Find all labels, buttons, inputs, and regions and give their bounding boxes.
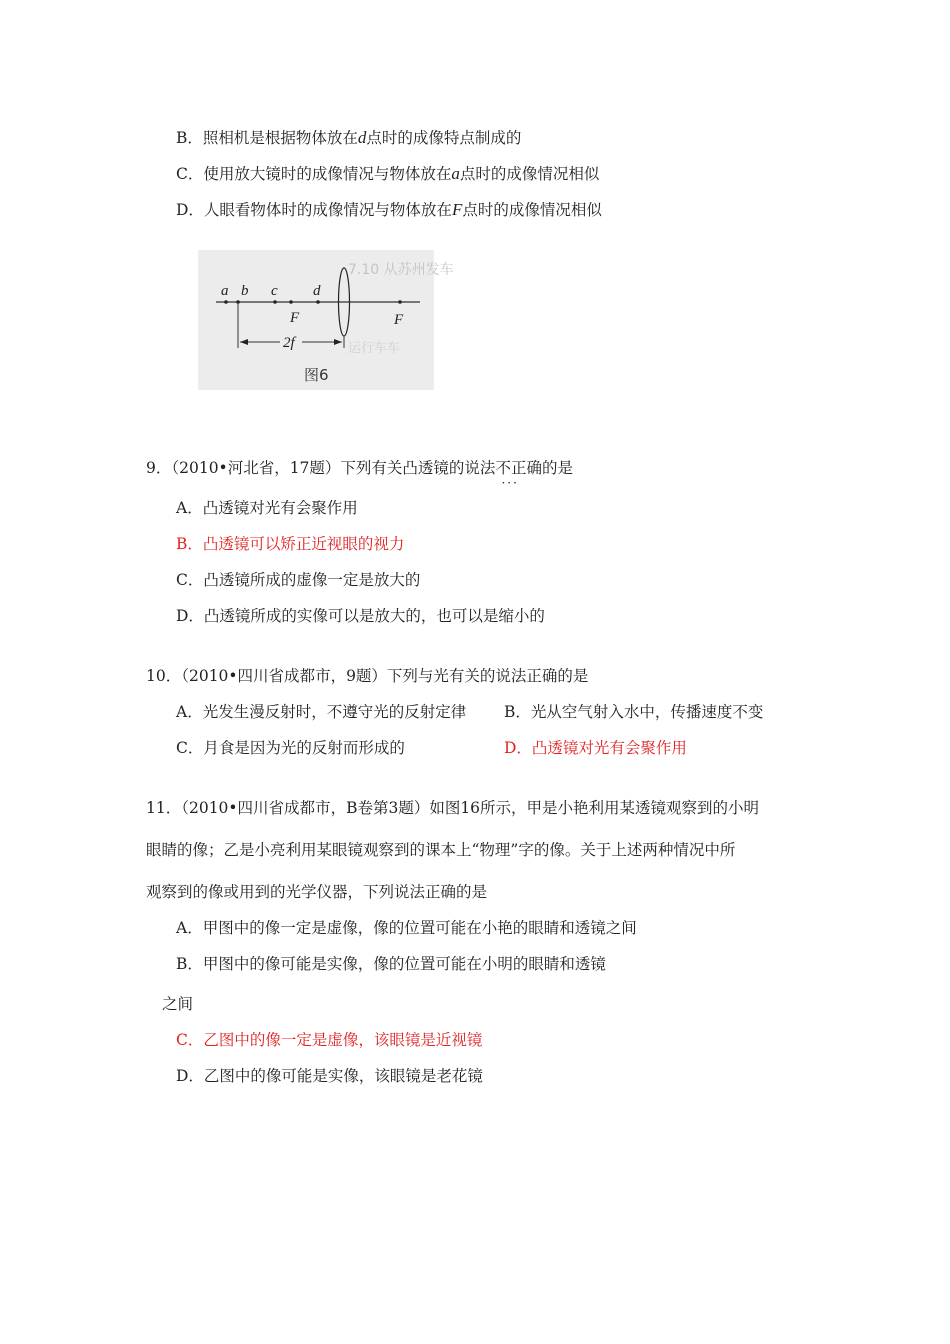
point-a	[224, 300, 228, 304]
figure-bg-text-2: 运行车车	[348, 341, 401, 356]
q10-option-c: C．月食是因为光的反射而形成的	[176, 739, 405, 757]
point-c	[273, 300, 277, 304]
point-focus-left	[289, 300, 293, 304]
q8-option-b: B．照相机是根据物体放在d点时的成像特点制成的	[176, 128, 522, 147]
q10-option-a: A．光发生漫反射时，不遵守光的反射定律	[176, 703, 467, 721]
figure-caption: 图6	[304, 366, 329, 384]
q9-option-c: C．凸透镜所成的虚像一定是放大的	[176, 571, 421, 589]
q9-option-d: D．凸透镜所成的实像可以是放大的，也可以是缩小的	[176, 607, 545, 625]
q11-stem-line-3: 观察到的像或用到的光学仪器，下列说法正确的是	[146, 883, 488, 901]
lens-diagram-figure	[198, 250, 454, 390]
label-a: a	[221, 283, 229, 299]
q9-emphasis: 不正确 ···	[495, 458, 542, 478]
q11-option-d: D．乙图中的像可能是实像，该眼镜是老花镜	[176, 1067, 483, 1085]
q10-stem: 10．（2010•四川省成都市，9题）下列与光有关的说法正确的是	[146, 667, 589, 685]
q11-option-b: B．甲图中的像可能是实像，像的位置可能在小明的眼睛和透镜	[176, 955, 606, 973]
figure-bg-text-1: 7.10 从苏州发车	[348, 262, 454, 278]
q8-option-d: D．人眼看物体时的成像情况与物体放在F点时的成像情况相似	[176, 200, 602, 219]
q11-stem-line-2: 眼睛的像；乙是小亮利用某眼镜观察到的课本上“物理”字的像。关于上述两种情况中所	[146, 841, 736, 859]
label-d: d	[313, 283, 321, 299]
label-focus-left: F	[290, 310, 300, 326]
label-b: b	[241, 283, 249, 299]
q11-option-b-continued: 之间	[162, 995, 194, 1013]
label-focus-right: F	[394, 312, 404, 328]
q10-option-d-answer: D．凸透镜对光有会聚作用	[504, 739, 687, 757]
q11-option-c-answer: C．乙图中的像一定是虚像，该眼镜是近视镜	[176, 1031, 483, 1049]
q9-stem: 9．（2010•河北省，17题）下列有关凸透镜的说法不正确 ···的是	[146, 458, 573, 478]
point-focus-right	[398, 300, 402, 304]
q11-option-a: A．甲图中的像一定是虚像，像的位置可能在小艳的眼睛和透镜之间	[176, 919, 637, 937]
q9-option-b-answer: B．凸透镜可以矫正近视眼的视力	[176, 535, 405, 553]
q10-option-b: B．光从空气射入水中，传播速度不变	[504, 703, 764, 721]
q9-option-a: A．凸透镜对光有会聚作用	[176, 499, 358, 517]
point-d	[316, 300, 320, 304]
q11-stem-line-1: 11．（2010•四川省成都市，B卷第3题）如图16所示，甲是小艳利用某透镜观察到的小明	[146, 799, 760, 817]
label-2f: 2f	[283, 335, 295, 351]
q8-option-c: C．使用放大镜时的成像情况与物体放在a点时的成像情况相似	[176, 164, 600, 183]
label-c: c	[271, 283, 278, 299]
